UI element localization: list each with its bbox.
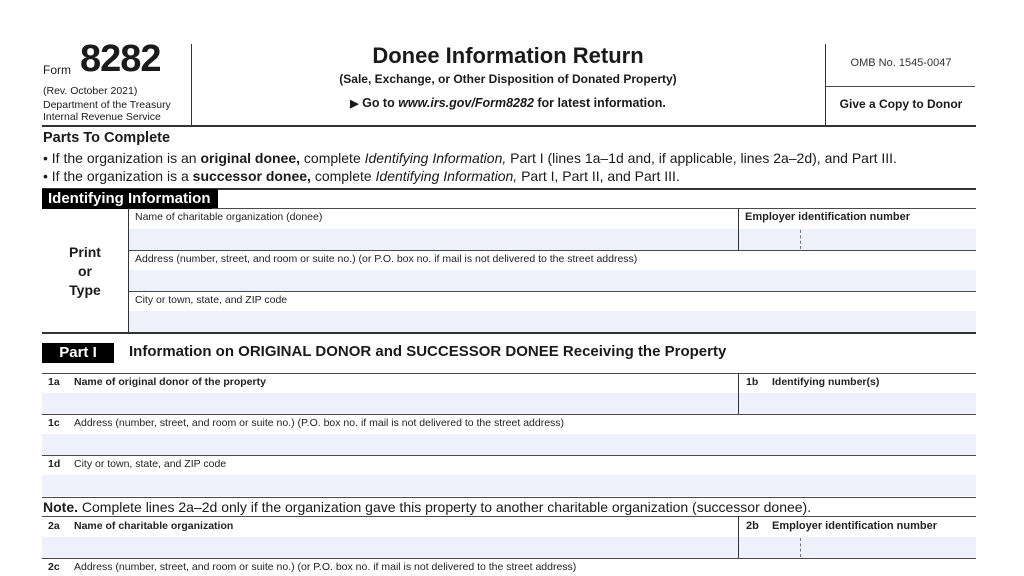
donee-address-label: Address (number, street, and room or suite no.) (or P.O. box no. if mail is not delivered to the street address) [135,253,638,265]
successor-org-name-input[interactable] [42,537,738,558]
print-word: Print [69,244,101,260]
bullet-original-donee [43,150,897,166]
type-word: Type [69,282,101,298]
note-bold: Note. [43,499,78,515]
print-or-type [42,243,128,300]
line-number: 2b [746,520,759,532]
or-word: or [78,263,92,279]
bullet-text: Part I, Part II, and Part III. [517,168,680,184]
donee-city-label: City or town, state, and ZIP code [135,294,288,306]
header-divider-left [191,44,192,126]
department: Department of the Treasury [43,99,171,111]
parts-heading: Parts To Complete [43,130,171,146]
row-rule [129,250,976,251]
line-2c-label [48,561,576,573]
omb-divider [826,86,975,87]
goto-suffix: for latest information. [533,96,666,110]
line-text: Employer identification number [772,520,938,532]
part-1-badge: Part I [42,343,114,363]
row-rule [42,455,976,456]
bullet-italic: Identifying Information, [375,168,518,184]
row-rule [212,208,976,209]
note-text: Complete lines 2a–2d only if the organization gave this property to another charitable organization (successor donee). [78,499,812,515]
row-rule [42,497,976,498]
line-number: 1c [48,417,60,429]
line-1a-label [48,376,266,388]
bullet-text: complete [310,168,376,184]
arrow-right-icon: ▶ [350,98,359,110]
bullet-successor-donee [43,168,680,184]
line-1c-label [48,417,564,429]
line-number: 1d [48,458,61,470]
goto-line [300,96,716,110]
row-rule [42,558,976,559]
donee-city-input[interactable] [129,311,976,332]
line-number: 1b [746,376,759,388]
bullet-text: Part I (lines 1a–1d and, if applicable, lines 2a–2d), and Part III. [506,150,897,166]
form-title: Donee Information Return [372,43,644,68]
donee-address-input[interactable] [129,270,976,291]
row-rule [42,414,976,415]
line-text: Name of original donor of the property [74,376,266,388]
donee-name-label: Name of charitable organization (donee) [135,211,323,223]
line-2b-label [746,520,937,532]
line-text: Identifying number(s) [772,376,880,388]
revision-date: (Rev. October 2021) [43,85,138,97]
identifying-heading: Identifying Information [42,189,218,209]
bullet-dot: • [43,150,52,166]
bullet-text: If the organization is a [51,168,193,184]
part-1-title: Information on ORIGINAL DONOR and SUCCESSOR DONEE Receiving the Property [129,343,727,360]
form-subtitle: (Sale, Exchange, or Other Disposition of Donated Property) [339,72,677,86]
successor-ein-input[interactable] [739,537,976,558]
line-number: 2a [48,520,60,532]
original-donor-city-input[interactable] [42,475,976,496]
section-rule [42,332,976,334]
identifying-number-input[interactable] [739,393,976,414]
line-text: City or town, state, and ZIP code [74,458,227,470]
line-text: Name of charitable organization [74,520,234,532]
line-number: 2c [48,561,60,573]
row-rule [129,291,976,292]
form-word: Form [43,63,71,77]
row-rule [42,373,976,374]
donee-name-input[interactable] [129,229,738,250]
bullet-bold: successor donee, [192,168,311,184]
donee-ein-input[interactable] [739,229,976,250]
header-bottom-rule [42,125,976,127]
bullet-dot: • [43,168,52,184]
line-text: Address (number, street, and room or suite no.) (or P.O. box no. if mail is not delivered to the street address) [74,561,577,573]
row-rule [42,516,976,517]
original-donor-name-input[interactable] [42,393,738,414]
bullet-text: If the organization is an [51,150,201,166]
successor-note [43,499,811,515]
line-2a-label [48,520,233,532]
bullet-italic: Identifying Information, [364,150,507,166]
bullet-text: complete [300,150,365,166]
agency: Internal Revenue Service [43,111,161,123]
copy-note: Give a Copy to Donor [839,97,963,111]
original-donor-address-input[interactable] [42,434,976,455]
line-1d-label [48,458,226,470]
goto-prefix: Go to [362,96,399,110]
line-number: 1a [48,376,60,388]
omb-number: OMB No. 1545-0047 [850,57,952,69]
line-text: Address (number, street, and room or suite no.) (P.O. box no. if mail is not delivered to the street address) [74,417,565,429]
bullet-bold: original donee, [200,150,301,166]
line-1b-label [746,376,879,388]
form-number: 8282 [80,38,161,80]
irs-link[interactable]: www.irs.gov/Form8282 [398,96,534,110]
donee-ein-label: Employer identification number [745,211,911,223]
